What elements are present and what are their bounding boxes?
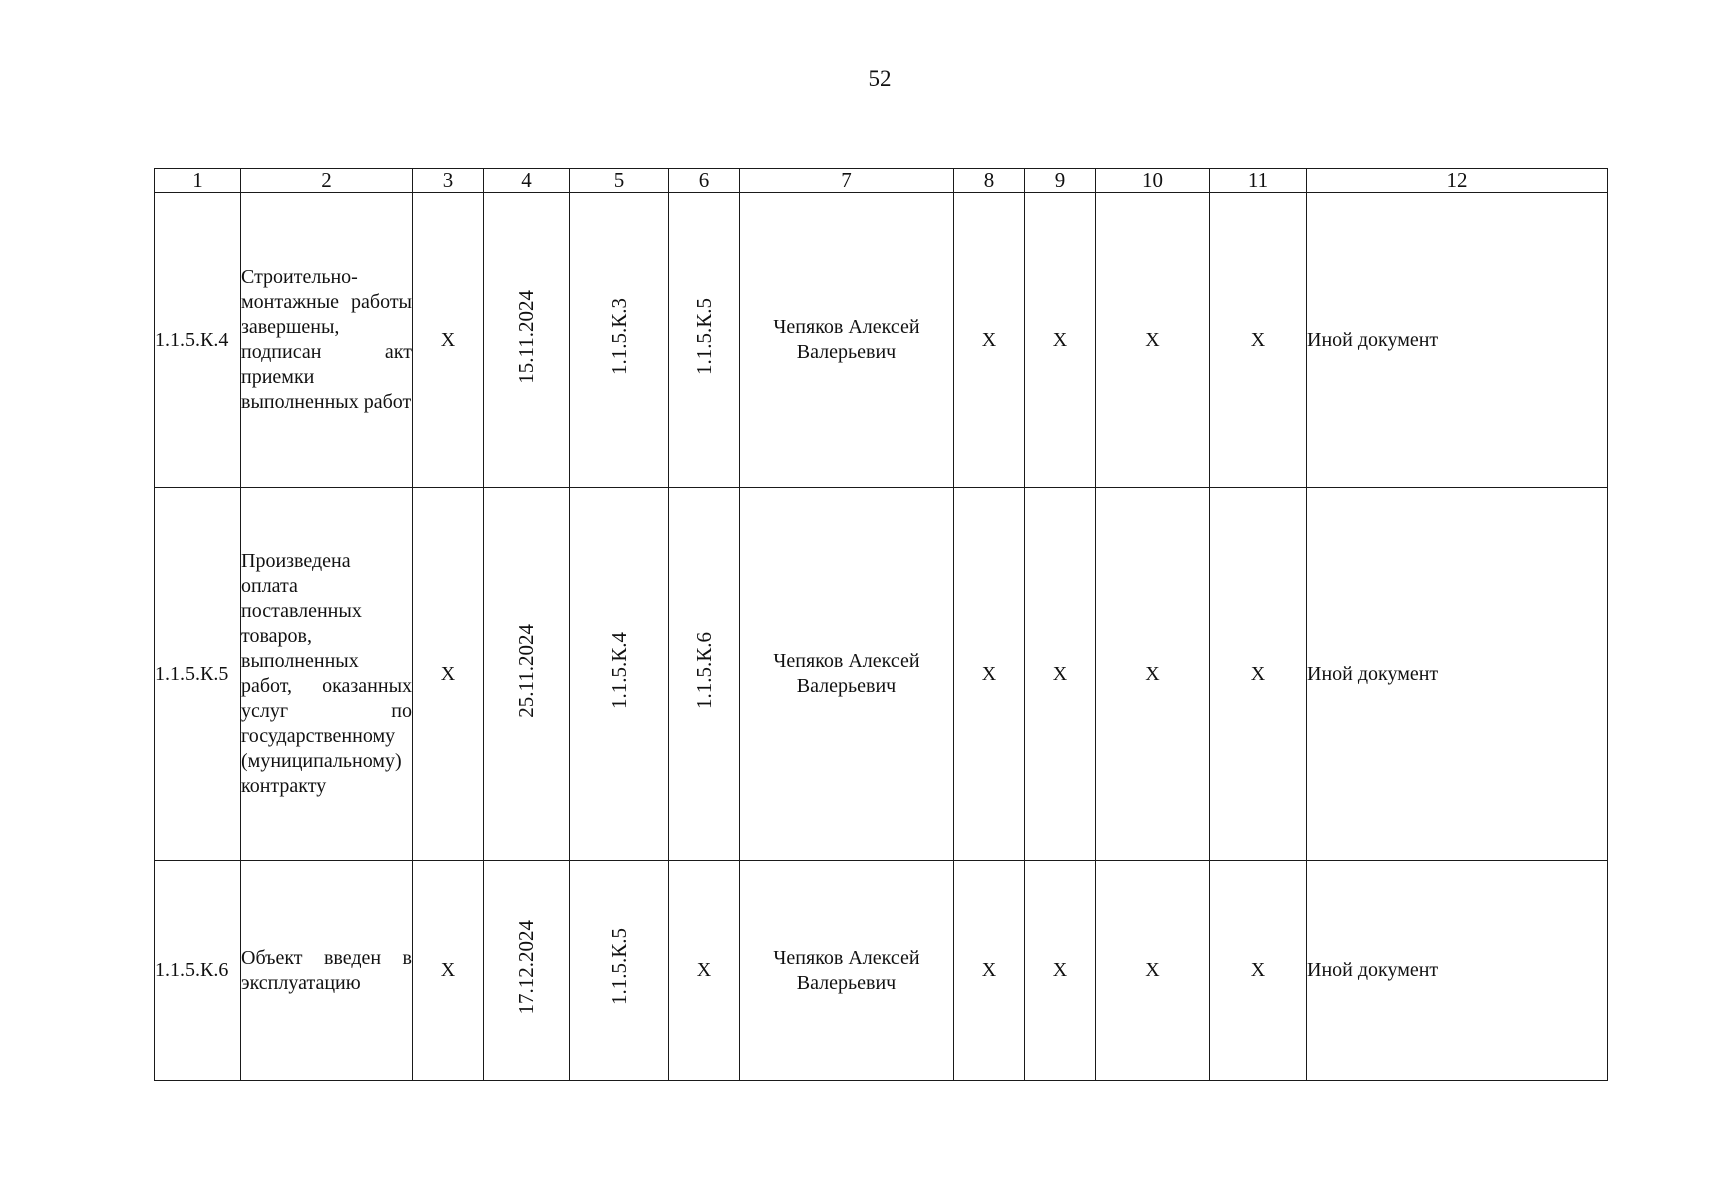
row-successor-cell xyxy=(669,488,740,861)
row-col-9: X xyxy=(1025,193,1096,488)
row-description: Объект введен в эксплуатацию xyxy=(241,861,413,1081)
row-successor: 1.1.5.К.5 xyxy=(691,297,716,375)
row-date: 15.11.2024 xyxy=(514,289,538,384)
row-predecessor: 1.1.5.К.5 xyxy=(606,928,631,1006)
table-row xyxy=(155,488,1608,861)
row-predecessor: 1.1.5.К.4 xyxy=(606,631,631,709)
row-responsible: Чепяков Алексей Валерьевич xyxy=(740,193,954,488)
row-predecessor-cell xyxy=(570,861,669,1081)
row-date: 25.11.2024 xyxy=(514,623,538,718)
header-col-7: 7 xyxy=(740,169,954,193)
row-successor: 1.1.5.К.6 xyxy=(691,631,716,709)
row-predecessor: 1.1.5.К.3 xyxy=(606,297,631,375)
table-row xyxy=(155,193,1608,488)
column-number-header xyxy=(155,169,1608,193)
row-responsible: Чепяков Алексей Валерьевич xyxy=(740,861,954,1081)
row-predecessor-cell xyxy=(570,488,669,861)
row-col-9: X xyxy=(1025,861,1096,1081)
row-col-10: X xyxy=(1096,488,1210,861)
row-description: Строительно-монтажные работы завершены, подписан акт приемки выполненных работ xyxy=(241,193,413,488)
row-predecessor-cell xyxy=(570,193,669,488)
row-code: 1.1.5.К.5 xyxy=(155,488,241,861)
table-row xyxy=(155,861,1608,1081)
row-col-11: X xyxy=(1210,861,1307,1081)
row-document: Иной документ xyxy=(1307,861,1608,1081)
header-col-11: 11 xyxy=(1210,169,1307,193)
row-col-9: X xyxy=(1025,488,1096,861)
row-successor: X xyxy=(669,861,740,1081)
header-col-2: 2 xyxy=(241,169,413,193)
header-col-6: 6 xyxy=(669,169,740,193)
header-col-3: 3 xyxy=(413,169,484,193)
row-responsible: Чепяков Алексей Валерьевич xyxy=(740,488,954,861)
row-col-3: X xyxy=(413,488,484,861)
row-code: 1.1.5.К.4 xyxy=(155,193,241,488)
row-successor-cell xyxy=(669,193,740,488)
row-col-10: X xyxy=(1096,193,1210,488)
page-number: 52 xyxy=(868,66,892,91)
header-col-8: 8 xyxy=(954,169,1025,193)
row-document: Иной документ xyxy=(1307,488,1608,861)
row-col-3: X xyxy=(413,861,484,1081)
header-col-5: 5 xyxy=(570,169,669,193)
row-col-8: X xyxy=(954,861,1025,1081)
row-col-10: X xyxy=(1096,861,1210,1081)
header-col-9: 9 xyxy=(1025,169,1096,193)
row-date-cell xyxy=(484,488,570,861)
row-col-8: X xyxy=(954,488,1025,861)
header-col-10: 10 xyxy=(1096,169,1210,193)
row-date-cell xyxy=(484,861,570,1081)
row-document: Иной документ xyxy=(1307,193,1608,488)
header-col-1: 1 xyxy=(155,169,241,193)
row-description: Произведена оплата поставленных товаров, выполненных работ, оказанных услуг по государственному (муниципальному) контракту xyxy=(241,488,413,861)
row-col-8: X xyxy=(954,193,1025,488)
row-col-11: X xyxy=(1210,193,1307,488)
control-points-table xyxy=(154,168,1608,1081)
row-col-11: X xyxy=(1210,488,1307,861)
header-col-4: 4 xyxy=(484,169,570,193)
row-date: 17.12.2024 xyxy=(514,919,538,1015)
row-date-cell xyxy=(484,193,570,488)
row-code: 1.1.5.К.6 xyxy=(155,861,241,1081)
row-col-3: X xyxy=(413,193,484,488)
header-col-12: 12 xyxy=(1307,169,1608,193)
